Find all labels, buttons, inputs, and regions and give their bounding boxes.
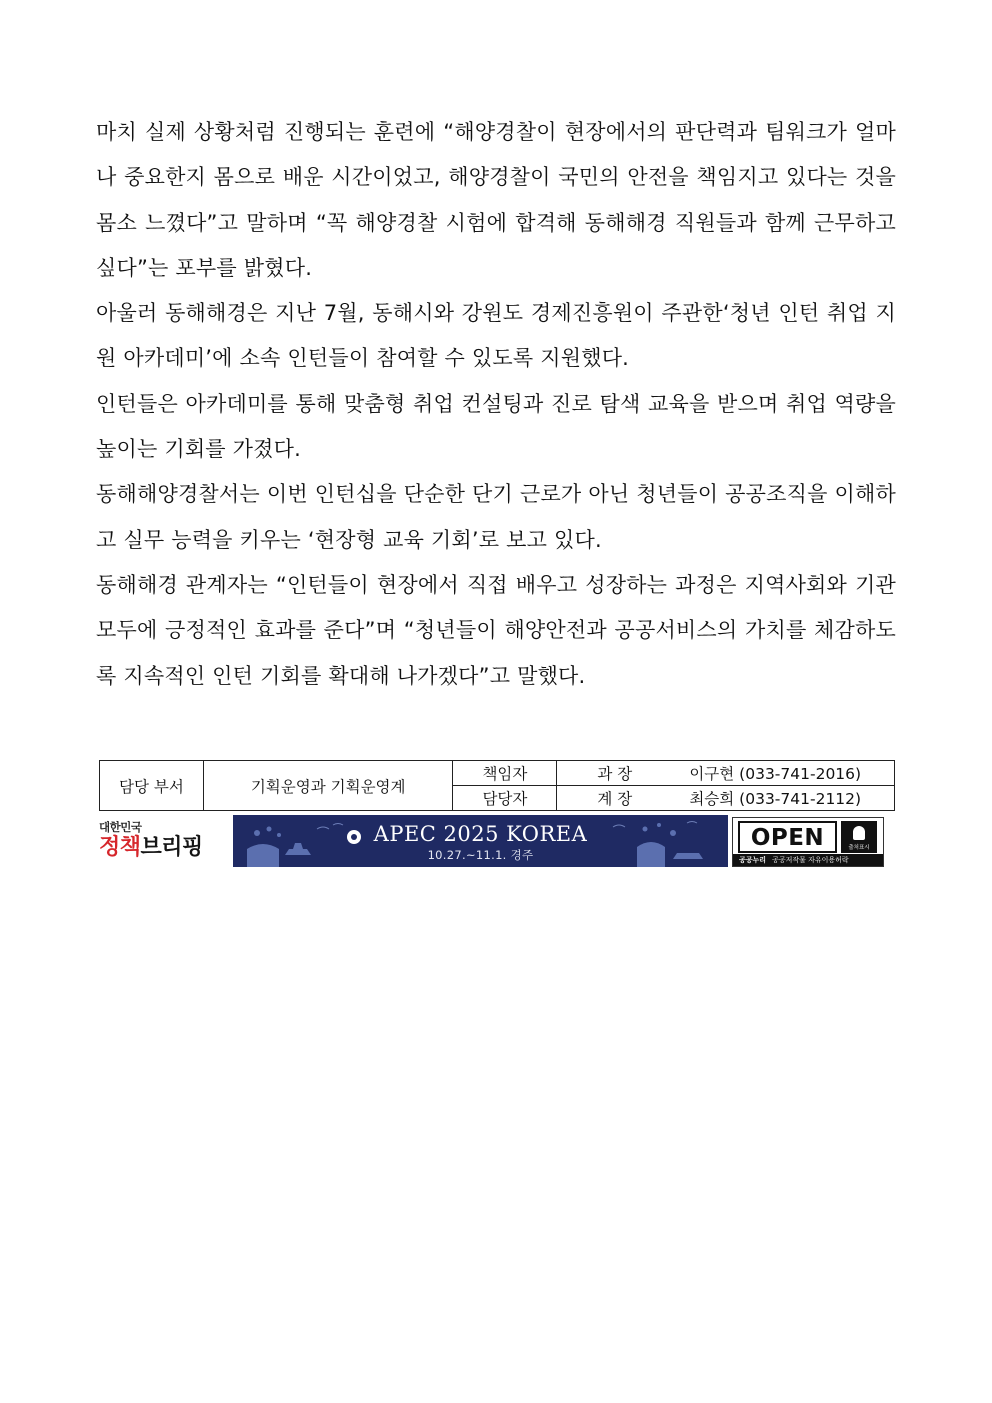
banner-dates: 10.27.~11.1. 경주	[427, 848, 534, 862]
korea-policy-briefing-logo	[99, 821, 227, 867]
license-brand: 공공누리	[739, 856, 767, 864]
dept-value: 기획운영과 기획운영계	[203, 761, 453, 811]
apec-banner	[233, 815, 728, 867]
role-label: 담당자	[453, 786, 557, 811]
paragraph: 동해해양경찰서는 이번 인턴십을 단순한 단기 근로가 아닌 청년들이 공공조직을 이해하고 실무 능력을 키우는 ‘현장형 교육 기회’로 보고 있다.	[96, 482, 896, 552]
position-label: 과 장	[597, 765, 633, 783]
banner-title: APEC 2025 KOREA	[373, 822, 588, 846]
kogl-open-license	[732, 817, 884, 867]
table-row	[100, 761, 895, 786]
paragraph: 아울러 동해해경은 지난 7월, 동해시와 강원도 경제진흥원이 주관한‘청년 인턴 취업 지원 아카데미’에 소속 인턴들이 참여할 수 있도록 지원했다.	[96, 301, 896, 371]
name-phone: 이구현 (033-741-2016)	[689, 765, 862, 783]
person-icon	[853, 826, 865, 840]
name-phone: 최승희 (033-741-2112)	[689, 790, 862, 808]
paragraph: 인턴들은 아카데미를 통해 맞춤형 취업 컨설팅과 진로 탐색 교육을 받으며 취업 역량을 높이는 기회를 가졌다.	[96, 391, 896, 462]
logo-wordmark	[99, 834, 227, 862]
attribution-badge	[841, 821, 877, 853]
dept-label: 담당 부서	[100, 761, 204, 811]
paragraph: 동해해경 관계자는 “인턴들이 현장에서 직접 배우고 성장하는 과정은 지역사회와 기관 모두에 긍정적인 효과를 준다”며 “청년들이 해양안전과 공공서비스의 가치를 체감하도록 지속적인 인턴 기회를 확대해 나가겠다”고 말했다.	[96, 572, 896, 688]
open-mark: OPEN	[738, 821, 837, 853]
contact-person	[557, 761, 895, 786]
logo-wordmark-black: 브리핑	[140, 835, 203, 860]
license-text: 공공저작물 자유이용허락	[772, 856, 849, 864]
logo-wordmark-red: 정책	[99, 835, 141, 860]
role-label: 책임자	[453, 761, 557, 786]
contact-table	[99, 760, 895, 811]
license-bar	[733, 854, 883, 866]
logo-caption: 대한민국	[99, 820, 142, 834]
position-label: 계 장	[597, 790, 633, 808]
footer-logos	[99, 815, 895, 867]
contact-person	[557, 786, 895, 811]
attribution-label: 출처표시	[848, 845, 870, 851]
paragraph: 마치 실제 상황처럼 진행되는 훈련에 “해양경찰이 현장에서의 판단력과 팀워크가 얼마나 중요한지 몸으로 배운 시간이었고, 해양경찰이 국민의 안전을 책임지고 있다는 것을 몸소 느꼈다”고 말하며 “꼭 해양경찰 시험에 합격해 동해해경 직원들과 함께 근무하고 싶다”는 포부를 밝혔다.	[96, 120, 896, 280]
body-text	[96, 110, 896, 699]
